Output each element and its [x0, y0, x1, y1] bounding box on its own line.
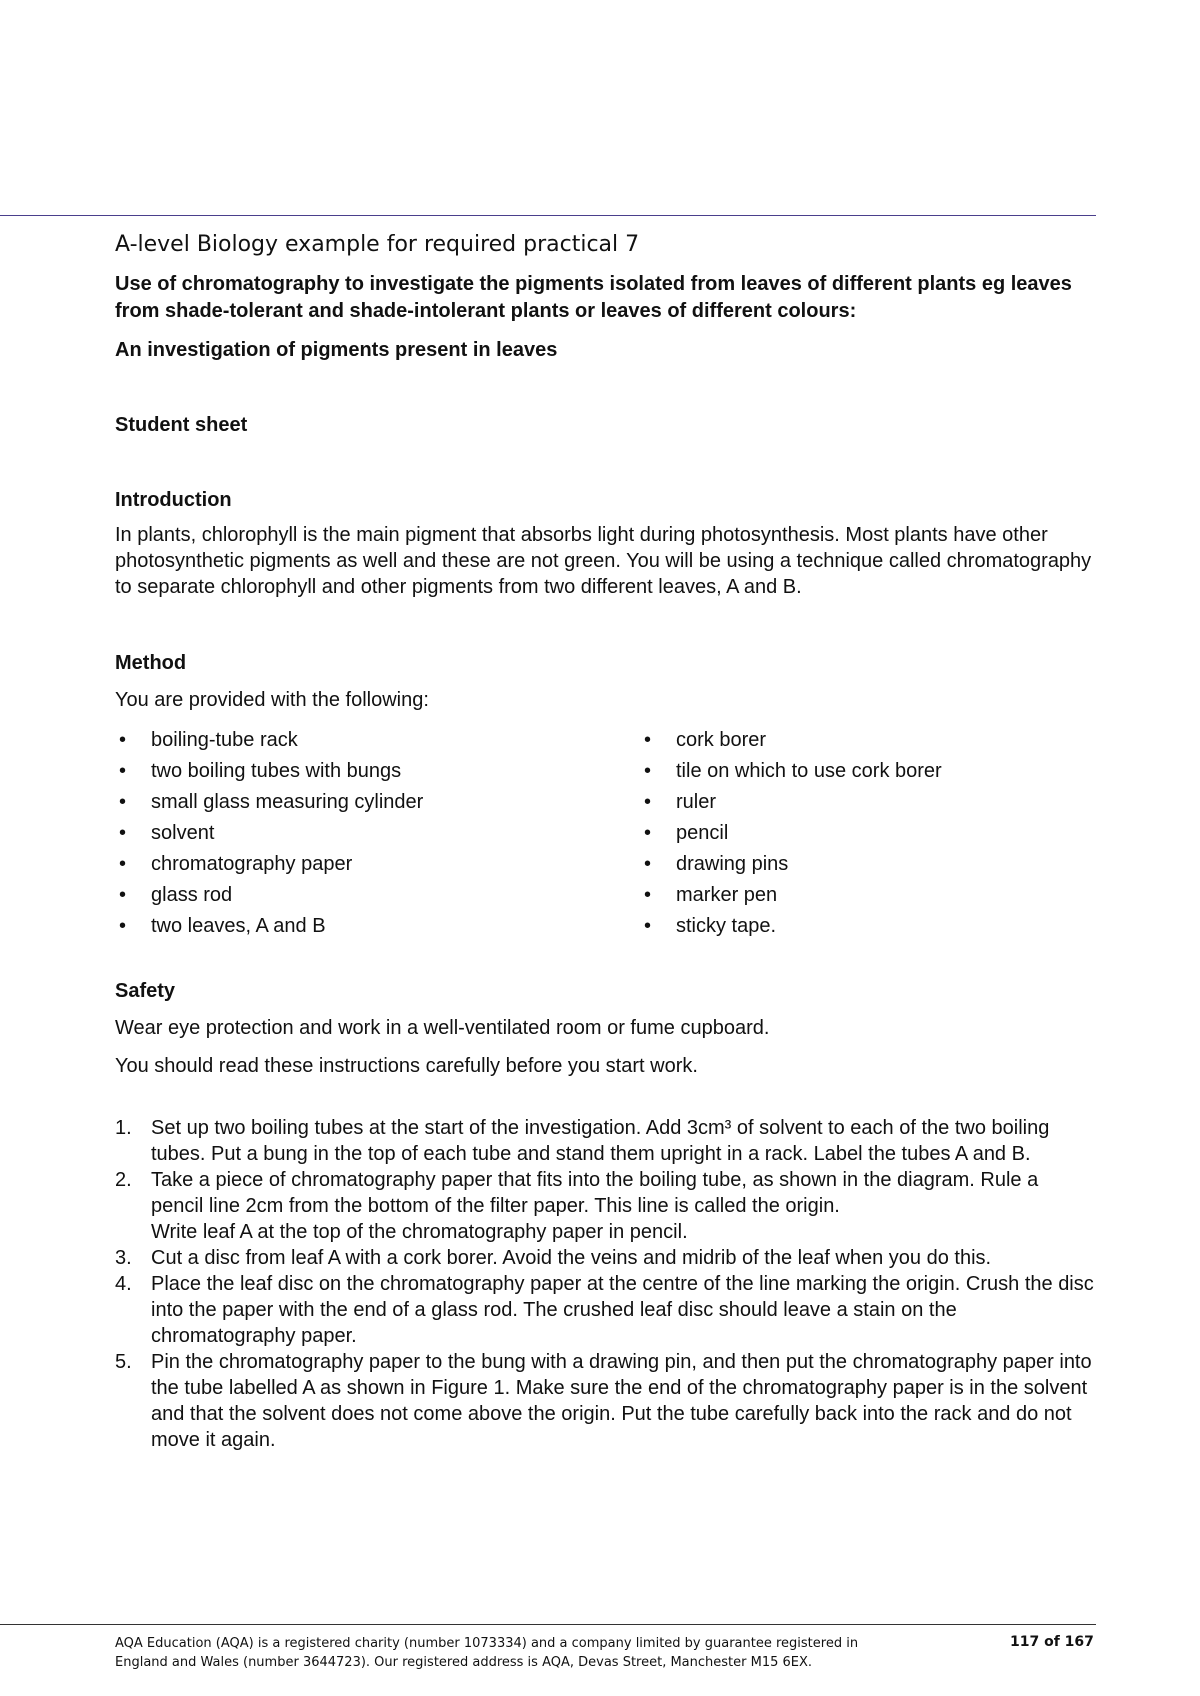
list-item: • glass rod	[115, 880, 640, 911]
step-text: Set up two boiling tubes at the start of the investigation. Add 3cm³ of solvent to each of the two boiling tubes. Put a bung in the top of each tube and stand them upright in a rack. Label the tubes A and B.	[151, 1117, 1050, 1165]
step-text: Pin the chromatography paper to the bung with a drawing pin, and then put the chromatography paper into the tube labelled A as shown in Figure 1. Make sure the end of the chromatography paper is in the solvent and that the solvent does not come above the origin. Put the tube carefully back into the rack and do not move it again.	[151, 1351, 1092, 1451]
step-number: 2.	[115, 1169, 132, 1191]
step-item	[115, 1271, 1095, 1349]
step-item	[115, 1245, 1095, 1271]
safety-text: Wear eye protection and work in a well-ventilated room or fume cupboard.	[115, 1017, 770, 1039]
step-item	[115, 1115, 1095, 1167]
step-number: 4.	[115, 1273, 132, 1295]
document-title: A-level Biology example for required practical 7	[115, 232, 640, 257]
list-item: • tile on which to use cork borer	[640, 756, 942, 787]
method-steps	[115, 1115, 1095, 1453]
list-item: • cork borer	[640, 725, 942, 756]
safety-heading: Safety	[115, 980, 176, 1002]
step-item	[115, 1349, 1095, 1453]
list-item: • solvent	[115, 818, 640, 849]
document-body	[115, 232, 1095, 1453]
practical-subtitle: Use of chromatography to investigate the pigments isolated from leaves of different plants eg leaves from shade-tolerant and shade-intolerant plants or leaves of different colours:	[115, 273, 1072, 322]
list-item: • small glass measuring cylinder	[115, 787, 640, 818]
step-number: 3.	[115, 1247, 132, 1269]
read-instructions-note: You should read these instructions carefully before you start work.	[115, 1055, 698, 1077]
list-item: • boiling-tube rack	[115, 725, 640, 756]
equipment-list	[115, 725, 1095, 942]
list-item: • ruler	[640, 787, 942, 818]
footer-rule	[0, 1624, 1096, 1625]
list-item: • pencil	[640, 818, 942, 849]
list-item: • two boiling tubes with bungs	[115, 756, 640, 787]
introduction-heading: Introduction	[115, 489, 232, 511]
student-sheet-heading: Student sheet	[115, 414, 248, 436]
list-item: • two leaves, A and B	[115, 911, 640, 942]
header-rule	[0, 215, 1096, 216]
step-text: Take a piece of chromatography paper that fits into the boiling tube, as shown in the diagram. Rule a pencil line 2cm from the bottom of the filter paper. This line is called the origin. Write leaf A at the top of the chromatography paper in pencil.	[151, 1169, 1039, 1243]
list-item: • marker pen	[640, 880, 942, 911]
provided-intro: You are provided with the following:	[115, 689, 429, 711]
equipment-list-right	[640, 725, 942, 942]
step-text: Cut a disc from leaf A with a cork borer. Avoid the veins and midrib of the leaf when you do this.	[151, 1247, 992, 1269]
equipment-list-left	[115, 725, 640, 942]
method-heading: Method	[115, 652, 187, 674]
introduction-text: In plants, chlorophyll is the main pigment that absorbs light during photosynthesis. Most plants have other photosynthetic pigments as well and these are not green. You will be using a technique called chromatography to separate chlorophyll and other pigments from two different leaves, A and B.	[115, 524, 1092, 598]
list-item: • drawing pins	[640, 849, 942, 880]
investigation-title: An investigation of pigments present in leaves	[115, 339, 558, 361]
step-text: Place the leaf disc on the chromatography paper at the centre of the line marking the origin. Crush the disc into the paper with the end of a glass rod. The crushed leaf disc should leave a stain on the chromatography paper.	[151, 1273, 1094, 1347]
list-item: • sticky tape.	[640, 911, 942, 942]
step-number: 5.	[115, 1351, 132, 1373]
step-number: 1.	[115, 1117, 132, 1139]
step-item	[115, 1167, 1095, 1245]
page-number: 117 of 167	[1010, 1634, 1094, 1650]
footer-legal-text: AQA Education (AQA) is a registered charity (number 1073334) and a company limited by guarantee registered in England and Wales (number 3644723). Our registered address is AQA, Devas Street, Manchester M15 6EX.	[115, 1636, 859, 1670]
list-item: • chromatography paper	[115, 849, 640, 880]
